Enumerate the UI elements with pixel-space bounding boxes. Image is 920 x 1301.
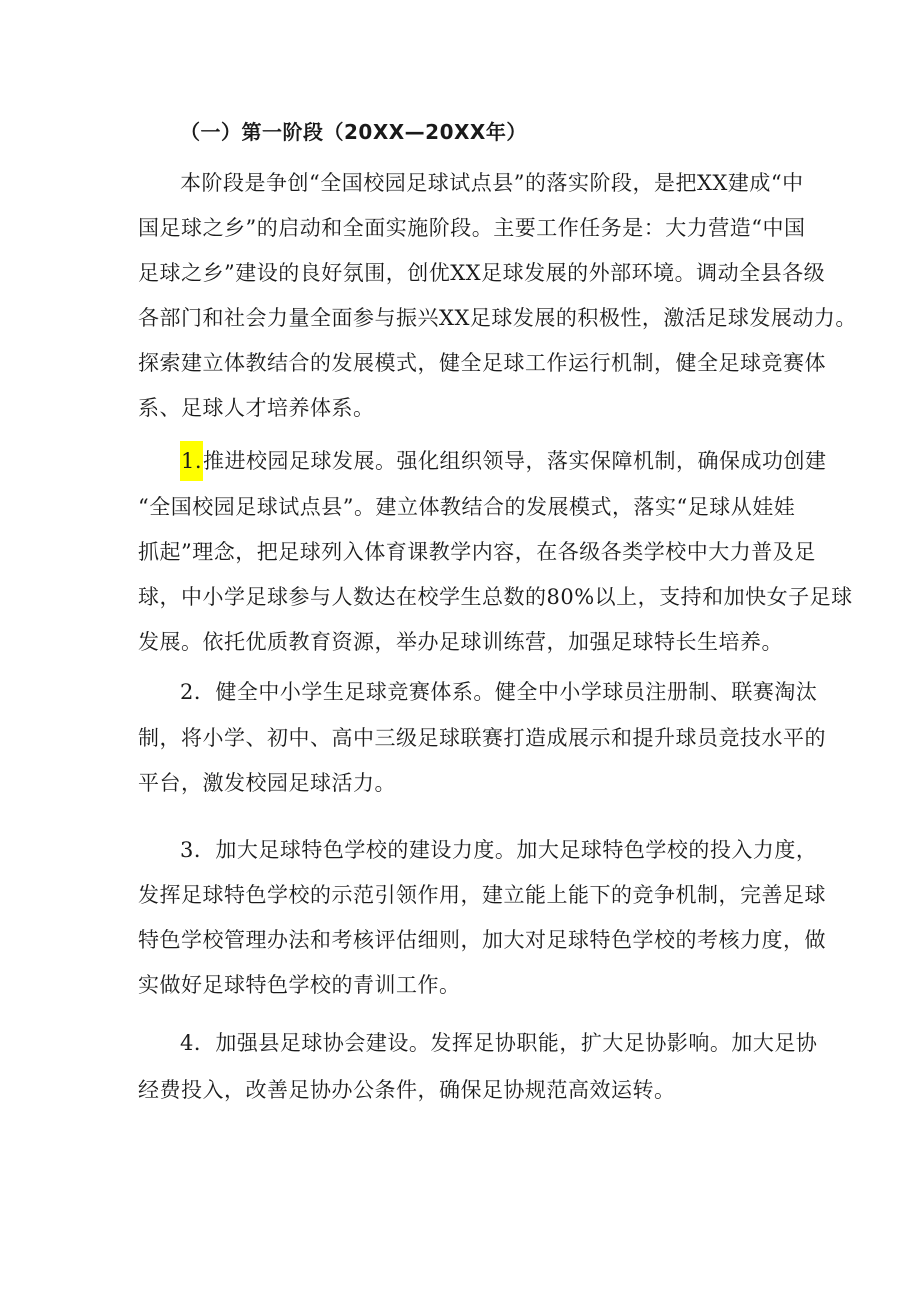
paragraph-4-line-1: 3．加大足球特色学校的建设力度。加大足球特色学校的投入力度， bbox=[180, 838, 818, 862]
section-heading: （一）第一阶段（20XX—20XX年） bbox=[180, 120, 527, 144]
highlighted-item-number: 1. bbox=[180, 441, 203, 481]
paragraph-5-line-1: 4．加强县足球协会建设。发挥足协职能，扩大足协影响。加大足协 bbox=[180, 1031, 818, 1055]
paragraph-5-line-2: 经费投入，改善足协办公条件，确保足协规范高效运转。 bbox=[138, 1078, 676, 1102]
paragraph-2-line-1-text: 推进校园足球发展。强化组织领导，落实保障机制，确保成功创建 bbox=[203, 449, 827, 473]
paragraph-1-line-1: 本阶段是争创“全国校园足球试点县”的落实阶段，是把XX建成“中 bbox=[180, 171, 804, 195]
paragraph-2-line-4: 球，中小学足球参与人数达在校学生总数的80%以上，支持和加快女子足球 bbox=[138, 585, 853, 609]
paragraph-1-line-4: 各部门和社会力量全面参与振兴XX足球发展的积极性，激活足球发展动力。 bbox=[138, 306, 857, 330]
paragraph-3-line-1: 2．健全中小学生足球竞赛体系。健全中小学球员注册制、联赛淘汰 bbox=[180, 680, 818, 704]
paragraph-1-line-5: 探索建立体教结合的发展模式，健全足球工作运行机制，健全足球竞赛体 bbox=[138, 351, 826, 375]
paragraph-3-line-2: 制，将小学、初中、高中三级足球联赛打造成展示和提升球员竞技水平的 bbox=[138, 726, 826, 750]
paragraph-2-line-5: 发展。依托优质教育资源，举办足球训练营，加强足球特长生培养。 bbox=[138, 630, 783, 654]
paragraph-4-line-3: 特色学校管理办法和考核评估细则，加大对足球特色学校的考核力度，做 bbox=[138, 928, 826, 952]
paragraph-3-line-3: 平台，激发校园足球活力。 bbox=[138, 771, 396, 795]
paragraph-2-line-3: 抓起”理念，把足球列入体育课教学内容，在各级各类学校中大力普及足 bbox=[138, 540, 816, 564]
paragraph-2-line-1 bbox=[180, 447, 827, 475]
paragraph-1-line-6: 系、足球人才培养体系。 bbox=[138, 396, 375, 420]
paragraph-1-line-3: 足球之乡”建设的良好氛围，创优XX足球发展的外部环境。调动全县各级 bbox=[138, 261, 826, 285]
paragraph-4-line-4: 实做好足球特色学校的青训工作。 bbox=[138, 973, 461, 997]
paragraph-2-line-2: “全国校园足球试点县”。建立体教结合的发展模式，落实“足球从娃娃 bbox=[138, 495, 796, 519]
paragraph-1-line-2: 国足球之乡”的启动和全面实施阶段。主要工作任务是：大力营造“中国 bbox=[138, 216, 806, 240]
paragraph-4-line-2: 发挥足球特色学校的示范引领作用，建立能上能下的竞争机制，完善足球 bbox=[138, 883, 826, 907]
